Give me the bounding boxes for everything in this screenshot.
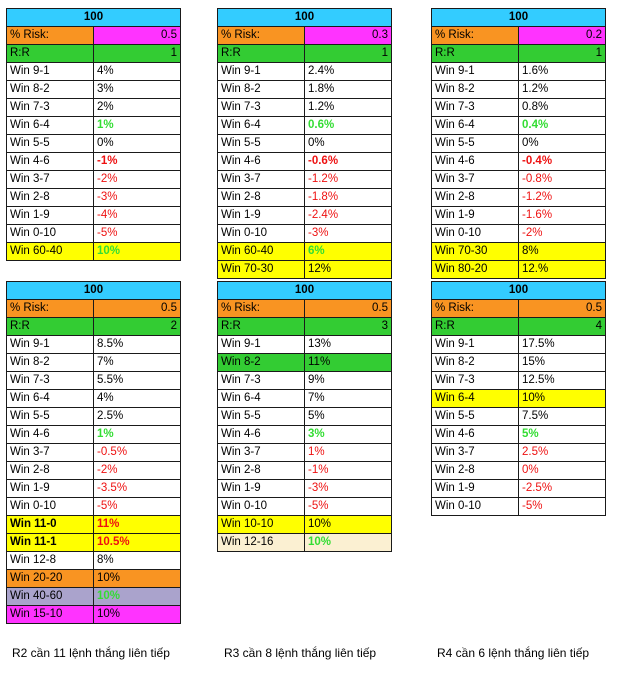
risk-value: 0.2	[519, 27, 606, 45]
row-value: 17.5%	[519, 336, 606, 354]
row-value: 8%	[519, 243, 606, 261]
rr-label: R:R	[7, 45, 94, 63]
row-value: -2.5%	[519, 480, 606, 498]
row-value: 1.2%	[519, 81, 606, 99]
row-label: Win 6-4	[432, 117, 519, 135]
row-label: Win 9-1	[432, 336, 519, 354]
rr-value: 2	[94, 318, 181, 336]
row-value: 0%	[519, 135, 606, 153]
rr-label: R:R	[432, 45, 519, 63]
row-value: 2.4%	[305, 63, 392, 81]
row-value: 4%	[94, 390, 181, 408]
row-label: Win 5-5	[7, 408, 94, 426]
row-value: 0%	[305, 135, 392, 153]
row-value: -2%	[519, 225, 606, 243]
row-label: Win 60-40	[218, 243, 305, 261]
row-label: Win 3-7	[218, 444, 305, 462]
row-value: 13%	[305, 336, 392, 354]
risk-label: % Risk:	[218, 27, 305, 45]
row-label: Win 9-1	[7, 336, 94, 354]
row-label: Win 9-1	[218, 336, 305, 354]
row-label: Win 0-10	[7, 225, 94, 243]
row-label: Win 7-3	[7, 99, 94, 117]
row-label: Win 9-1	[432, 63, 519, 81]
row-label: Win 0-10	[218, 498, 305, 516]
row-label: Win 0-10	[432, 498, 519, 516]
row-label: Win 20-20	[7, 570, 94, 588]
row-label: Win 7-3	[7, 372, 94, 390]
row-value: -0.4%	[519, 153, 606, 171]
row-value: 4%	[94, 63, 181, 81]
row-label: Win 5-5	[432, 408, 519, 426]
row-label: Win 8-2	[218, 354, 305, 372]
row-value: -3.5%	[94, 480, 181, 498]
risk-value: 0.5	[305, 300, 392, 318]
row-value: 9%	[305, 372, 392, 390]
row-value: 10%	[305, 516, 392, 534]
risk-label: % Risk:	[432, 300, 519, 318]
rr-value: 1	[519, 45, 606, 63]
row-label: Win 4-6	[432, 426, 519, 444]
row-value: -2%	[94, 171, 181, 189]
row-label: Win 7-3	[432, 372, 519, 390]
table-header: 100	[432, 9, 606, 27]
row-value: 10%	[94, 588, 181, 606]
row-value: -3%	[305, 225, 392, 243]
risk-value: 0.3	[305, 27, 392, 45]
rr-value: 1	[94, 45, 181, 63]
risk-table-1	[6, 8, 181, 261]
row-label: Win 11-1	[7, 534, 94, 552]
row-value: -1%	[94, 153, 181, 171]
row-value: -5%	[94, 498, 181, 516]
caption-r3: R3 cần 8 lệnh thắng liên tiếp	[224, 646, 377, 660]
rr-label: R:R	[432, 318, 519, 336]
row-label: Win 8-2	[218, 81, 305, 99]
row-value: 1.2%	[305, 99, 392, 117]
row-label: Win 3-7	[7, 171, 94, 189]
row-label: Win 2-8	[218, 462, 305, 480]
row-label: Win 40-60	[7, 588, 94, 606]
row-label: Win 9-1	[7, 63, 94, 81]
row-label: Win 4-6	[7, 153, 94, 171]
row-value: 8.5%	[94, 336, 181, 354]
row-value: -1.8%	[305, 189, 392, 207]
row-value: 5%	[305, 408, 392, 426]
row-value: 11%	[305, 354, 392, 372]
rr-value: 3	[305, 318, 392, 336]
row-label: Win 6-4	[218, 390, 305, 408]
row-label: Win 2-8	[7, 189, 94, 207]
row-label: Win 12-8	[7, 552, 94, 570]
risk-label: % Risk:	[432, 27, 519, 45]
row-value: 0.6%	[305, 117, 392, 135]
row-label: Win 8-2	[7, 81, 94, 99]
row-value: 1%	[94, 117, 181, 135]
table-header: 100	[218, 9, 392, 27]
row-label: Win 4-6	[432, 153, 519, 171]
row-label: Win 6-4	[7, 117, 94, 135]
row-label: Win 5-5	[218, 135, 305, 153]
row-value: -1.2%	[519, 189, 606, 207]
row-label: Win 8-2	[7, 354, 94, 372]
row-label: Win 1-9	[218, 480, 305, 498]
row-value: -1%	[305, 462, 392, 480]
row-value: -5%	[94, 225, 181, 243]
risk-value: 0.5	[94, 27, 181, 45]
row-label: Win 2-8	[432, 462, 519, 480]
row-label: Win 2-8	[7, 462, 94, 480]
row-label: Win 9-1	[218, 63, 305, 81]
row-value: 10%	[94, 606, 181, 624]
row-value: 7.5%	[519, 408, 606, 426]
row-value: 3%	[94, 81, 181, 99]
row-label: Win 70-30	[432, 243, 519, 261]
row-label: Win 5-5	[218, 408, 305, 426]
row-label: Win 1-9	[218, 207, 305, 225]
row-value: -0.8%	[519, 171, 606, 189]
row-label: Win 3-7	[432, 444, 519, 462]
row-value: 10%	[94, 570, 181, 588]
row-label: Win 2-8	[432, 189, 519, 207]
table-header: 100	[432, 282, 606, 300]
row-value: -2%	[94, 462, 181, 480]
row-label: Win 8-2	[432, 354, 519, 372]
row-label: Win 10-10	[218, 516, 305, 534]
risk-table-5	[217, 281, 392, 552]
row-label: Win 2-8	[218, 189, 305, 207]
row-value: 12.5%	[519, 372, 606, 390]
row-value: 0.4%	[519, 117, 606, 135]
rr-label: R:R	[218, 45, 305, 63]
caption-r2: R2 cần 11 lệnh thắng liên tiếp	[12, 646, 170, 660]
row-value: 1%	[305, 444, 392, 462]
row-value: 7%	[305, 390, 392, 408]
row-label: Win 0-10	[7, 498, 94, 516]
row-value: 2%	[94, 99, 181, 117]
row-label: Win 3-7	[218, 171, 305, 189]
row-label: Win 1-9	[7, 480, 94, 498]
row-label: Win 7-3	[218, 99, 305, 117]
row-value: 12%	[305, 261, 392, 279]
rr-label: R:R	[7, 318, 94, 336]
row-value: 5.5%	[94, 372, 181, 390]
risk-value: 0.5	[519, 300, 606, 318]
row-value: -5%	[519, 498, 606, 516]
row-label: Win 3-7	[7, 444, 94, 462]
row-value: -3%	[94, 189, 181, 207]
row-label: Win 3-7	[432, 171, 519, 189]
risk-label: % Risk:	[218, 300, 305, 318]
row-label: Win 8-2	[432, 81, 519, 99]
row-value: 10%	[94, 243, 181, 261]
row-value: -1.6%	[519, 207, 606, 225]
row-value: 1.6%	[519, 63, 606, 81]
row-value: 0%	[94, 135, 181, 153]
row-value: -5%	[305, 498, 392, 516]
row-label: Win 7-3	[432, 99, 519, 117]
row-value: -4%	[94, 207, 181, 225]
risk-label: % Risk:	[7, 27, 94, 45]
row-value: 10%	[519, 390, 606, 408]
row-value: -0.5%	[94, 444, 181, 462]
row-label: Win 0-10	[218, 225, 305, 243]
caption-r4: R4 cần 6 lệnh thắng liên tiếp	[437, 646, 590, 660]
row-value: -0.6%	[305, 153, 392, 171]
row-label: Win 7-3	[218, 372, 305, 390]
row-label: Win 1-9	[432, 207, 519, 225]
rr-value: 1	[305, 45, 392, 63]
row-label: Win 1-9	[432, 480, 519, 498]
row-value: -1.2%	[305, 171, 392, 189]
risk-table-4	[6, 281, 181, 624]
row-value: -3%	[305, 480, 392, 498]
row-value: -2.4%	[305, 207, 392, 225]
row-label: Win 15-10	[7, 606, 94, 624]
row-label: Win 70-30	[218, 261, 305, 279]
risk-value: 0.5	[94, 300, 181, 318]
row-label: Win 0-10	[432, 225, 519, 243]
row-value: 10%	[305, 534, 392, 552]
row-value: 1.8%	[305, 81, 392, 99]
risk-table-2	[217, 8, 392, 279]
table-header: 100	[7, 9, 181, 27]
row-value: 0%	[519, 462, 606, 480]
row-value: 15%	[519, 354, 606, 372]
row-label: Win 6-4	[432, 390, 519, 408]
row-value: 1%	[94, 426, 181, 444]
risk-table-3	[431, 8, 606, 279]
row-value: 11%	[94, 516, 181, 534]
table-header: 100	[218, 282, 392, 300]
row-label: Win 6-4	[218, 117, 305, 135]
row-value: 2.5%	[519, 444, 606, 462]
row-value: 3%	[305, 426, 392, 444]
row-value: 6%	[305, 243, 392, 261]
rr-label: R:R	[218, 318, 305, 336]
risk-table-6	[431, 281, 606, 516]
row-label: Win 80-20	[432, 261, 519, 279]
row-label: Win 60-40	[7, 243, 94, 261]
row-label: Win 4-6	[7, 426, 94, 444]
row-label: Win 5-5	[432, 135, 519, 153]
row-label: Win 6-4	[7, 390, 94, 408]
row-label: Win 11-0	[7, 516, 94, 534]
row-value: 2.5%	[94, 408, 181, 426]
row-value: 10.5%	[94, 534, 181, 552]
row-label: Win 1-9	[7, 207, 94, 225]
row-label: Win 4-6	[218, 426, 305, 444]
row-value: 0.8%	[519, 99, 606, 117]
row-value: 5%	[519, 426, 606, 444]
row-label: Win 4-6	[218, 153, 305, 171]
row-label: Win 12-16	[218, 534, 305, 552]
rr-value: 4	[519, 318, 606, 336]
table-header: 100	[7, 282, 181, 300]
row-value: 7%	[94, 354, 181, 372]
risk-label: % Risk:	[7, 300, 94, 318]
row-value: 8%	[94, 552, 181, 570]
row-value: 12.%	[519, 261, 606, 279]
row-label: Win 5-5	[7, 135, 94, 153]
